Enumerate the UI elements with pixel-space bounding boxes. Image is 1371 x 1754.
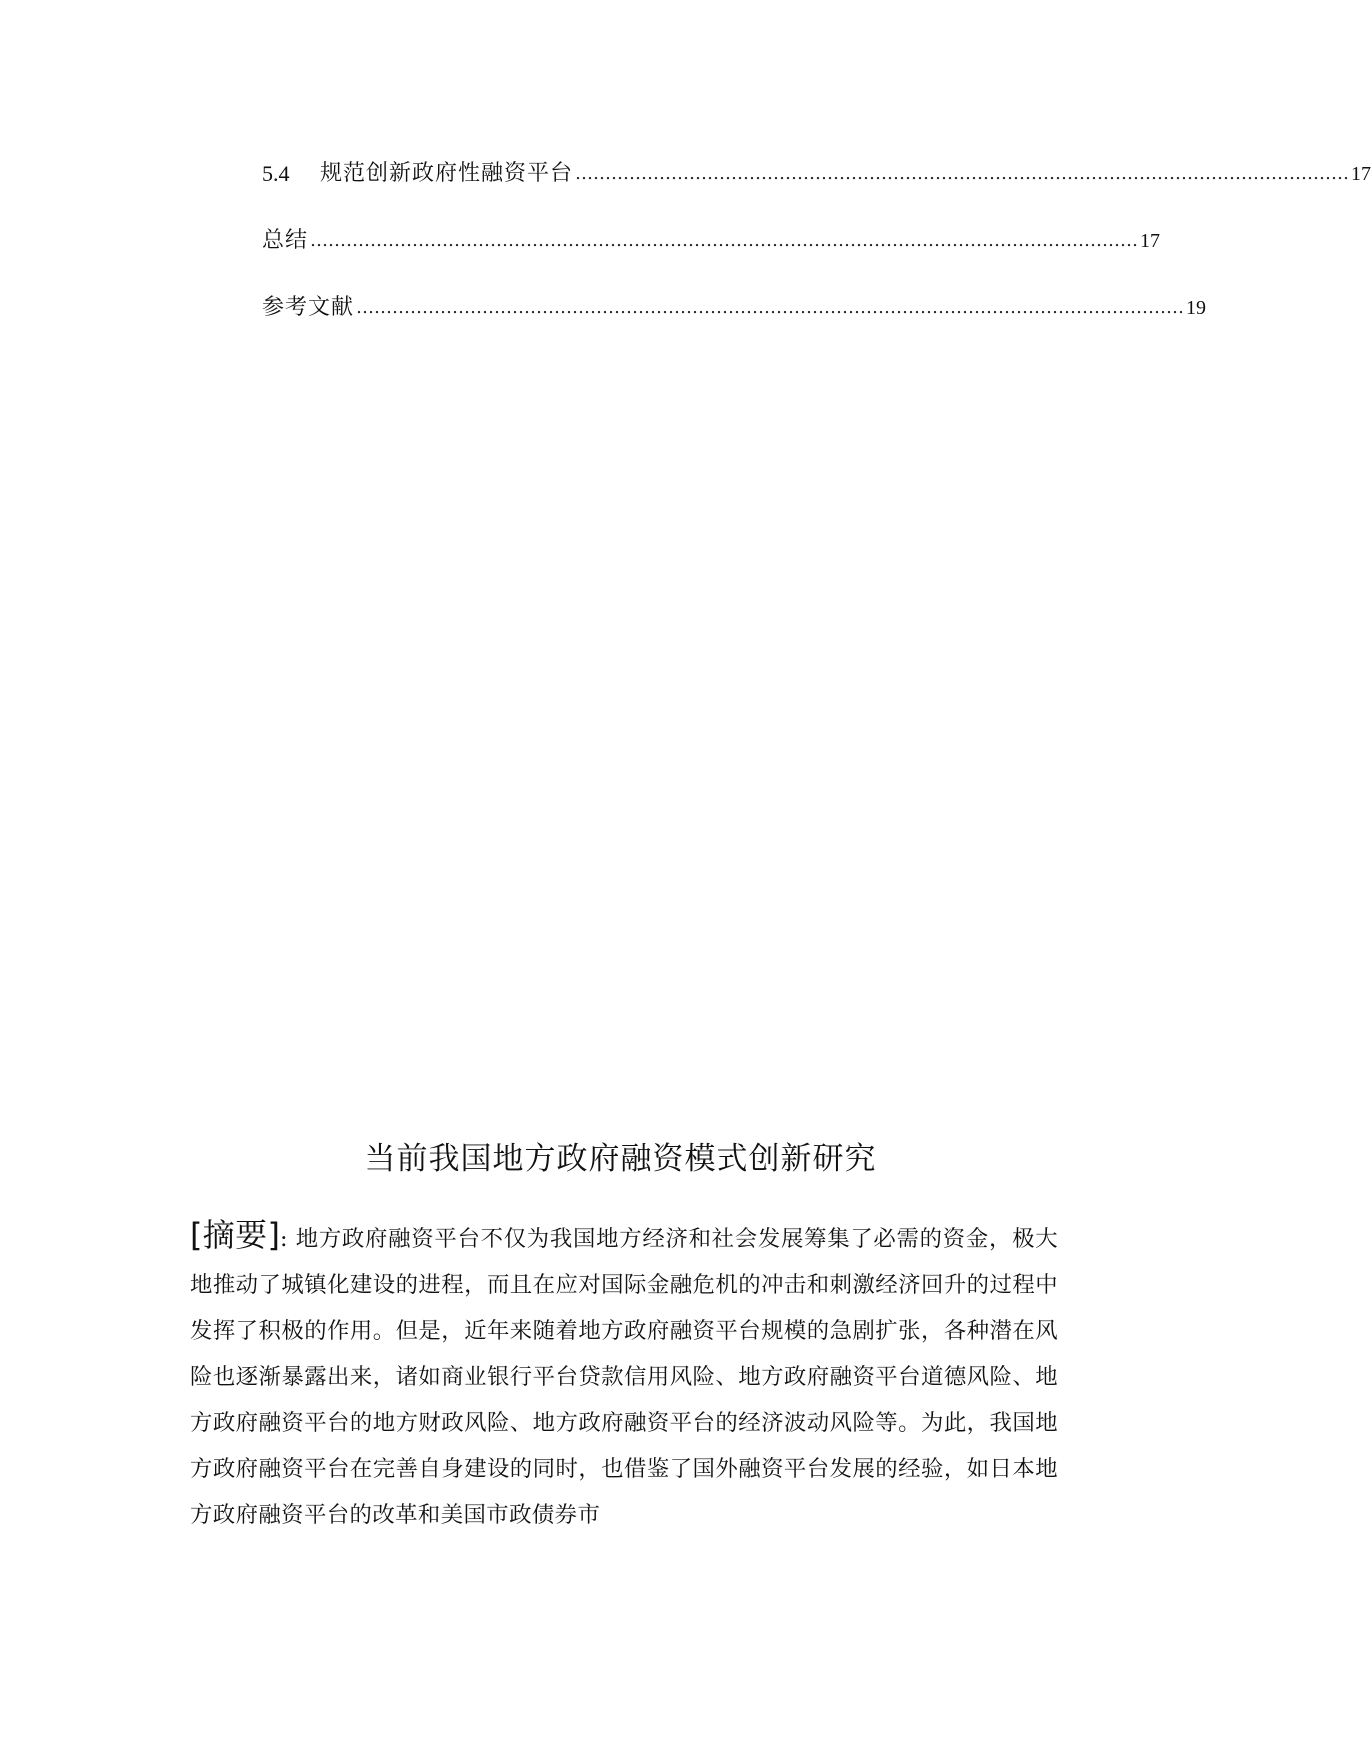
abstract-separator: : (279, 1226, 296, 1252)
abstract-paragraph (190, 1212, 1058, 1538)
abstract-text: 地方政府融资平台不仅为我国地方经济和社会发展筹集了必需的资金，极大地推动了城镇化建设的进程，而且在应对国际金融危机的冲击和刺激经济回升的过程中发挥了积极的作用。但是，近年来随着地方政府融资平台规模的急剧扩张，各种潜在风险也逐渐暴露出来，诸如商业银行平台贷款信用风险、地方政府融资平台道德风险、地方政府融资平台的地方财政风险、地方政府融资平台的经济波动风险等。为此，我国地方政府融资平台在完善自身建设的同时，也借鉴了国外融资平台发展的经验，如日本地方政府融资平台的改革和美国市政债券市 (190, 1226, 1058, 1528)
toc-entry-references[interactable] (262, 292, 1207, 324)
toc-entry-number: 5.4 (262, 161, 290, 186)
toc-dot-leader: ………………………………………………………………………………………………………………………… (356, 297, 1185, 318)
toc-entry-summary[interactable] (262, 225, 1161, 257)
table-of-contents (262, 158, 1371, 359)
toc-entry-5-4[interactable] (262, 158, 1371, 190)
toc-entry-title: 规范创新政府性融资平台 (320, 161, 574, 186)
toc-entry-page: 17 (1351, 163, 1371, 185)
toc-entry-title: 参考文献 (262, 295, 355, 320)
abstract-label: [摘要] (190, 1216, 280, 1254)
toc-dot-leader: ………………………………………………………………………………………………………………………… (310, 230, 1139, 251)
toc-entry-page: 17 (1140, 230, 1161, 252)
toc-entry-title: 总结 (262, 228, 309, 253)
toc-dot-leader: ………………………………………………………………………………………………………………… (575, 163, 1350, 184)
document-title: 当前我国地方政府融资模式创新研究 (364, 1141, 877, 1177)
toc-entry-page: 19 (1186, 297, 1207, 319)
